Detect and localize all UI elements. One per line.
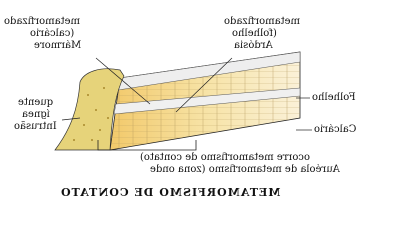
aureola-label-line1: ocorre metamorfismo de contato)	[140, 152, 310, 163]
ardosia-label-line2: (folhelho	[232, 28, 277, 39]
intrusao-label-line1: quente	[18, 97, 54, 108]
ardosia-label-line3: Ardósia	[234, 40, 273, 51]
marmore-label-line2: (calcário	[30, 28, 75, 39]
aureola-label-line2: Auréola de metamorfismo (zona onde	[150, 164, 340, 175]
marmore-label-line3: Mármore	[34, 40, 82, 51]
diagram-title: METAMORFISMO DE CONTATO	[60, 186, 281, 199]
intrusao-label-line2: ígnea	[22, 109, 50, 120]
marmore-label-line1: metamorfizado	[4, 16, 80, 27]
ardosia-label-line1: metamorfizado	[224, 16, 300, 27]
intrusao-label-line3: Intrusão	[14, 121, 57, 132]
folhelho-label: Folhelho	[312, 92, 356, 103]
calcario-label: Calcário	[314, 124, 357, 135]
